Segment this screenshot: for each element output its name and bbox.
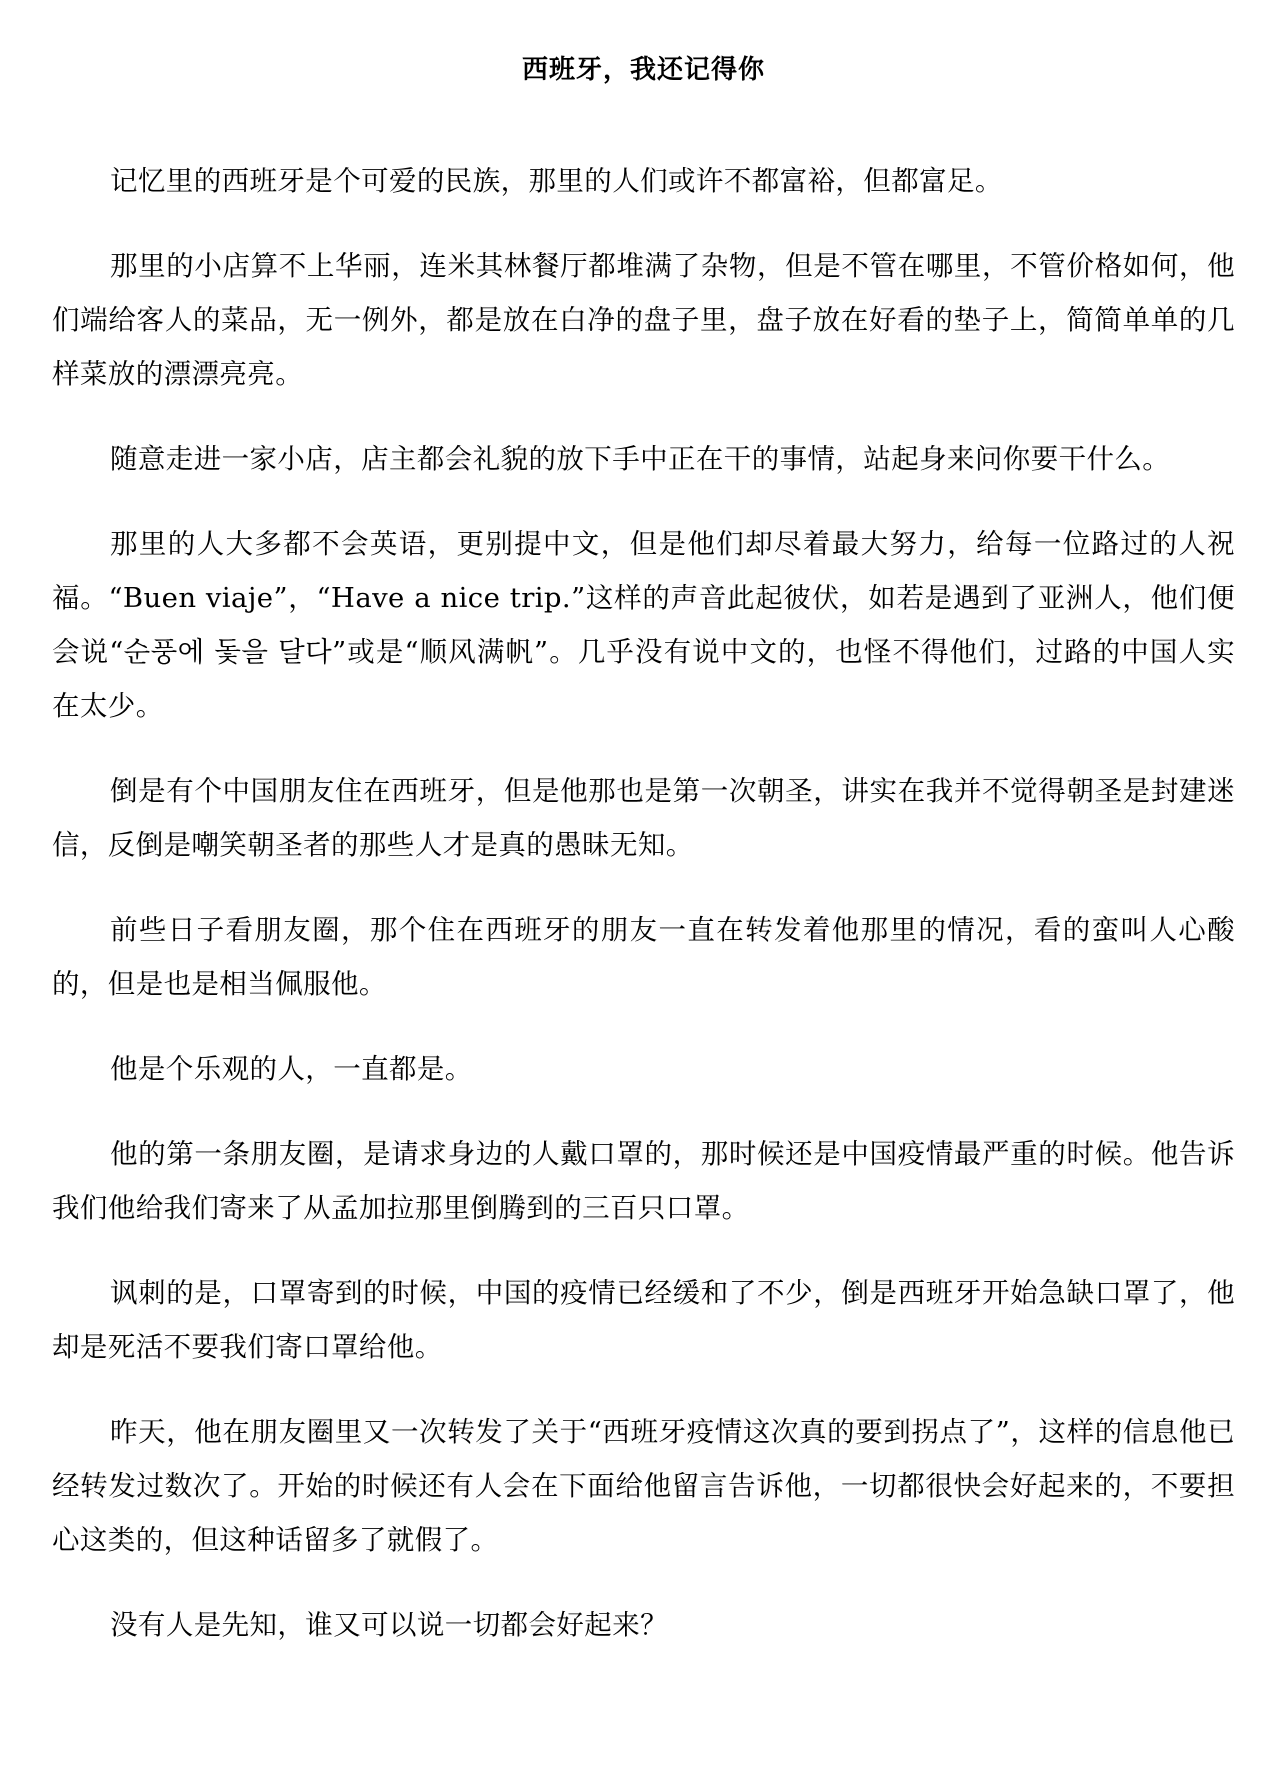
paragraph: 倒是有个中国朋友住在西班牙，但是他那也是第一次朝圣，讲实在我并不觉得朝圣是封建迷信，反倒是嘲笑朝圣者的那些人才是真的愚昧无知。 (52, 775, 1235, 861)
paragraph: 记忆里的西班牙是个可爱的民族，那里的人们或许不都富裕，但都富足。 (110, 165, 1003, 197)
paragraph: 他是个乐观的人，一直都是。 (110, 1053, 473, 1085)
paragraph: 随意走进一家小店，店主都会礼貌的放下手中正在干的事情，站起身来问你要干什么。 (110, 443, 1171, 475)
paragraph: 讽刺的是，口罩寄到的时候，中国的疫情已经缓和了不少，倒是西班牙开始急缺口罩了，他却是死活不要我们寄口罩给他。 (52, 1277, 1235, 1363)
document-title: 西班牙，我还记得你 (521, 55, 765, 85)
paragraph: 没有人是先知，谁又可以说一切都会好起来？ (110, 1609, 668, 1641)
paragraph: 那里的小店算不上华丽，连米其林餐厅都堆满了杂物，但是不管在哪里，不管价格如何，他们端给客人的菜品，无一例外，都是放在白净的盘子里，盘子放在好看的垫子上，简简单单的几样菜放的漂漂亮亮。 (52, 250, 1235, 390)
paragraph: 那里的人大多都不会英语，更别提中文，但是他们却尽着最大努力，给每一位路过的人祝福。“Buen viaje”，“Have a nice trip.”这样的声音此起彼伏，如若是遇到了亚洲人，他们便会说“순풍에 돛을 달다”或是“顺风满帆”。几乎没有说中文的，也怪不得他们，过路的中国人实在太少。 (52, 528, 1235, 722)
paragraph: 前些日子看朋友圈，那个住在西班牙的朋友一直在转发着他那里的情况，看的蛮叫人心酸的，但是也是相当佩服他。 (52, 914, 1235, 1000)
paragraph: 昨天，他在朋友圈里又一次转发了关于“西班牙疫情这次真的要到拐点了”，这样的信息他已经转发过数次了。开始的时候还有人会在下面给他留言告诉他，一切都很快会好起来的，不要担心这类的，但这种话留多了就假了。 (52, 1416, 1235, 1556)
paragraph: 他的第一条朋友圈，是请求身边的人戴口罩的，那时候还是中国疫情最严重的时候。他告诉我们他给我们寄来了从孟加拉那里倒腾到的三百只口罩。 (52, 1138, 1235, 1224)
document-body (52, 154, 1235, 1652)
